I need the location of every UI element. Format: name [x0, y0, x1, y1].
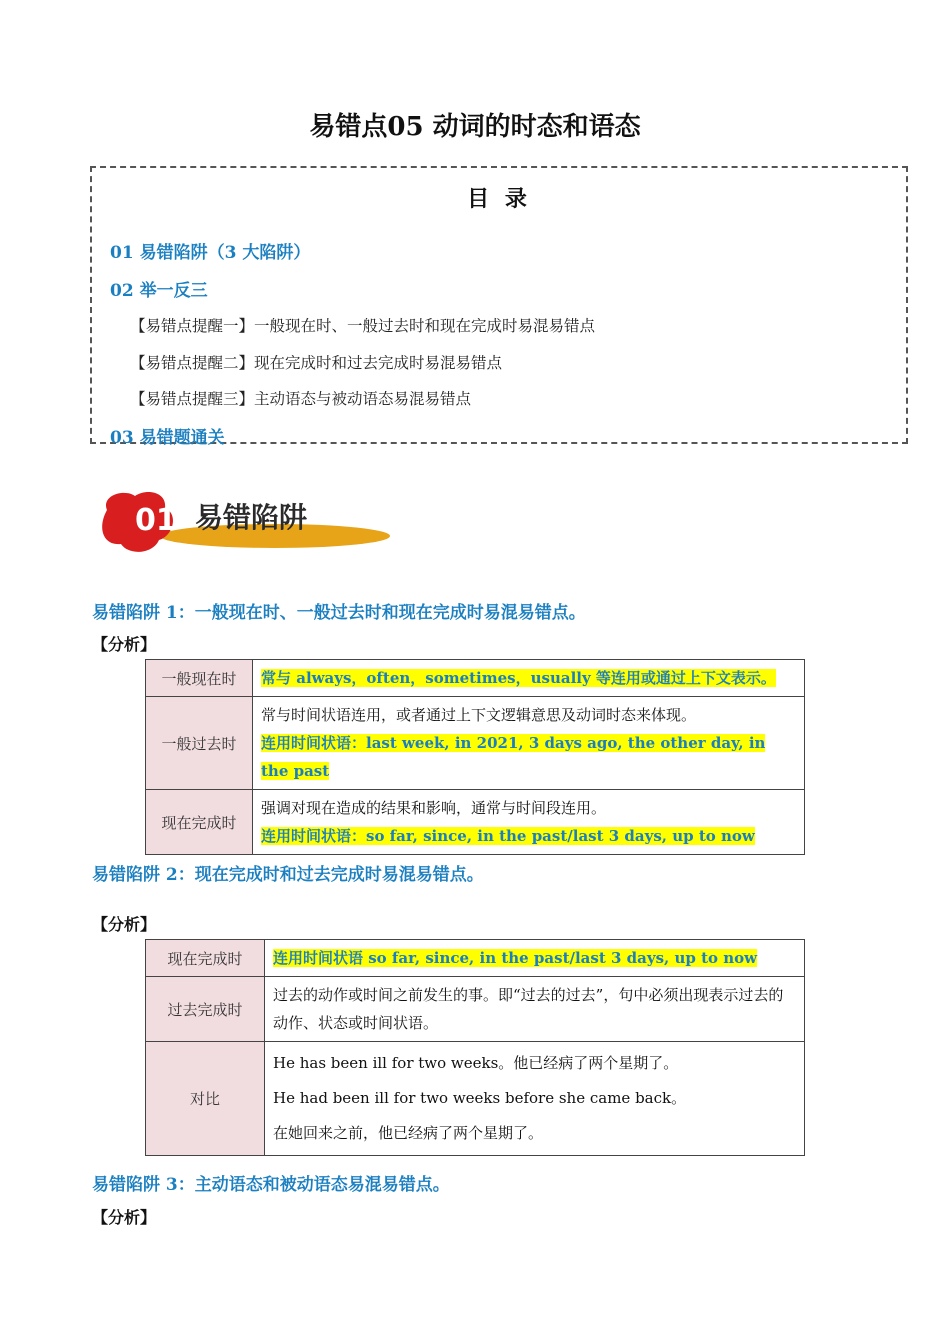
trap-1-analysis: 【分析】 — [92, 635, 157, 654]
trap-2-analysis: 【分析】 — [92, 915, 157, 934]
comparison-line-1: He has been ill for two weeks。他已经病了两个星期了。 — [273, 1054, 679, 1072]
toc-subitem-2[interactable]: 【易错点提醒二】现在完成时和过去完成时易混易错点 — [130, 354, 503, 372]
table-row — [146, 940, 805, 977]
toc-heading: 目 录 — [467, 186, 531, 212]
trap-1-table — [145, 659, 805, 855]
toc-subitem-1[interactable]: 【易错点提醒一】一般现在时、一般过去时和现在完成时易混易错点 — [130, 317, 596, 335]
toc-subitem-3[interactable]: 【易错点提醒三】主动语态与被动语态易混易错点 — [130, 390, 472, 408]
row-head: 现在完成时 — [146, 790, 253, 855]
highlight-text: 连用时间状语 so far, since, in the past/last 3 days, up to now — [273, 949, 758, 967]
row-text: 过去的动作或时间之前发生的事。即“过去的过去”，句中必须出现表示过去的动作、状态或时间状语。 — [273, 986, 784, 1032]
row-body — [253, 790, 805, 855]
table-row — [146, 697, 805, 790]
trap-2-table — [145, 939, 805, 1156]
row-body — [265, 977, 805, 1042]
row-head: 一般过去时 — [146, 697, 253, 790]
row-head: 一般现在时 — [146, 660, 253, 697]
trap-1-title: 易错陷阱 1：一般现在时、一般过去时和现在完成时易混易错点。 — [92, 603, 586, 623]
table-row — [146, 660, 805, 697]
banner-number: 01 — [135, 503, 177, 538]
row-head: 现在完成时 — [146, 940, 265, 977]
row-text: 强调对现在造成的结果和影响，通常与时间段连用。 — [261, 799, 607, 817]
row-text: 常与时间状语连用，或者通过上下文逻辑意思及动词时态来体现。 — [261, 706, 697, 724]
row-head: 对比 — [146, 1042, 265, 1156]
toc-section-examples[interactable]: 02 举一反三 — [110, 281, 208, 301]
trap-2-title: 易错陷阱 2：现在完成时和过去完成时易混易错点。 — [92, 865, 484, 885]
table-row — [146, 977, 805, 1042]
page-title: 易错点05 动词的时态和语态 — [309, 112, 641, 142]
banner-label: 易错陷阱 — [195, 501, 308, 534]
table-row — [146, 1042, 805, 1156]
row-body — [253, 697, 805, 790]
row-head: 过去完成时 — [146, 977, 265, 1042]
trap-3-analysis: 【分析】 — [92, 1208, 157, 1227]
highlight-text: 连用时间状语：so far, since, in the past/last 3 days, up to now — [261, 827, 755, 845]
highlight-text: 常与 always，often，sometimes，usually 等连用或通过上下文表示。 — [261, 669, 776, 687]
trap-3-title: 易错陷阱 3：主动语态和被动语态易混易错点。 — [92, 1175, 450, 1195]
table-of-contents — [90, 166, 908, 448]
comparison-line-3: 在她回来之前，他已经病了两个星期了。 — [273, 1124, 544, 1142]
highlight-text: 连用时间状语：last week, in 2021, 3 days ago, the other day, in the past — [261, 734, 766, 780]
comparison-line-2: He had been ill for two weeks before she came back。 — [273, 1089, 687, 1107]
toc-section-practice[interactable]: 03 易错题通关 — [110, 428, 225, 448]
toc-section-traps[interactable]: 01 易错陷阱（3 大陷阱） — [110, 243, 311, 263]
section-banner — [95, 488, 395, 558]
row-body — [265, 940, 805, 977]
table-row — [146, 790, 805, 855]
row-body — [253, 660, 805, 697]
row-body — [265, 1042, 805, 1156]
